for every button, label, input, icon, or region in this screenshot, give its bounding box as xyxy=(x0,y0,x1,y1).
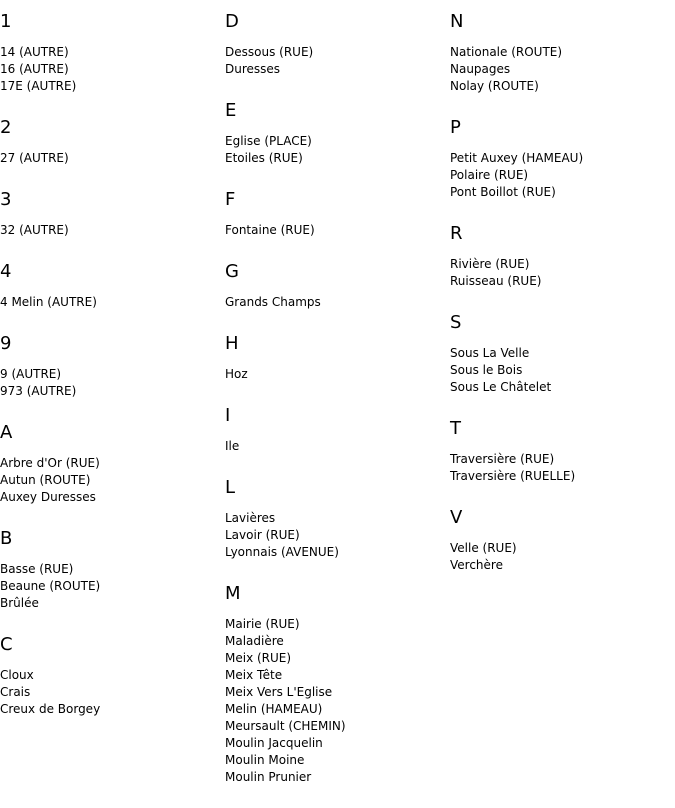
letter-group xyxy=(225,333,445,383)
letter-heading: R xyxy=(450,223,463,244)
letter-heading: 1 xyxy=(0,11,12,32)
index-column xyxy=(450,11,670,596)
street-list xyxy=(0,222,220,239)
letter-group xyxy=(0,11,220,95)
letter-heading: C xyxy=(0,634,13,655)
street-link[interactable]: Fontaine (RUE) xyxy=(225,223,315,237)
letter-group xyxy=(225,189,445,239)
street-link[interactable]: Duresses xyxy=(225,62,281,76)
street-link[interactable]: 9 (AUTRE) xyxy=(0,367,62,381)
letter-group xyxy=(450,117,670,201)
street-link[interactable]: Meix (RUE) xyxy=(225,651,292,665)
street-link[interactable]: Polaire (RUE) xyxy=(450,168,529,182)
letter-group xyxy=(0,189,220,239)
letter-group xyxy=(225,11,445,78)
letter-group xyxy=(0,117,220,167)
street-link[interactable]: 4 Melin (AUTRE) xyxy=(0,295,97,309)
letter-group xyxy=(450,11,670,95)
letter-heading: I xyxy=(225,405,231,426)
street-link[interactable]: Meix Tête xyxy=(225,668,283,682)
letter-heading: D xyxy=(225,11,239,32)
street-link[interactable]: Verchère xyxy=(450,558,503,572)
street-link[interactable]: Meix Vers L'Eglise xyxy=(225,685,333,699)
letter-heading: N xyxy=(450,11,464,32)
letter-heading: P xyxy=(450,117,461,138)
letter-group xyxy=(0,528,220,612)
index-column xyxy=(225,11,445,808)
street-link[interactable]: Cloux xyxy=(0,668,34,682)
street-list xyxy=(225,438,445,455)
letter-heading: 9 xyxy=(0,333,12,354)
street-link[interactable]: Naupages xyxy=(450,62,511,76)
letter-group xyxy=(225,405,445,455)
street-link[interactable]: Grands Champs xyxy=(225,295,321,309)
letter-group xyxy=(450,507,670,574)
street-link[interactable]: Lyonnais (AVENUE) xyxy=(225,545,339,559)
street-list xyxy=(450,345,670,396)
street-link[interactable]: Lavières xyxy=(225,511,276,525)
street-list xyxy=(0,667,220,718)
street-link[interactable]: Sous le Bois xyxy=(450,363,523,377)
street-link[interactable]: 14 (AUTRE) xyxy=(0,45,69,59)
street-link[interactable]: Traversière (RUE) xyxy=(450,452,555,466)
letter-heading: 3 xyxy=(0,189,12,210)
street-list xyxy=(225,133,445,167)
street-link[interactable]: Autun (ROUTE) xyxy=(0,473,91,487)
street-list xyxy=(450,150,670,201)
street-link[interactable]: Lavoir (RUE) xyxy=(225,528,300,542)
street-link[interactable]: 17E (AUTRE) xyxy=(0,79,77,93)
letter-heading: E xyxy=(225,100,237,121)
letter-heading: G xyxy=(225,261,239,282)
street-link[interactable]: Petit Auxey (HAMEAU) xyxy=(450,151,584,165)
street-link[interactable]: Ile xyxy=(225,439,240,453)
letter-group xyxy=(225,583,445,786)
letter-group xyxy=(225,261,445,311)
letter-group xyxy=(450,418,670,485)
street-link[interactable]: 32 (AUTRE) xyxy=(0,223,69,237)
letter-group xyxy=(0,333,220,400)
street-link[interactable]: Pont Boillot (RUE) xyxy=(450,185,556,199)
street-link[interactable]: Mairie (RUE) xyxy=(225,617,300,631)
street-link[interactable]: 973 (AUTRE) xyxy=(0,384,77,398)
street-list xyxy=(450,451,670,485)
letter-heading: T xyxy=(450,418,461,439)
street-list xyxy=(225,510,445,561)
letter-heading: A xyxy=(0,422,13,443)
letter-heading: L xyxy=(225,477,236,498)
street-link[interactable]: Auxey Duresses xyxy=(0,490,96,504)
street-link[interactable]: Traversière (RUELLE) xyxy=(450,469,576,483)
letter-group xyxy=(225,100,445,167)
street-link[interactable]: Maladière xyxy=(225,634,284,648)
street-link[interactable]: Brûlée xyxy=(0,596,39,610)
letter-heading: F xyxy=(225,189,236,210)
street-list xyxy=(0,366,220,400)
letter-group xyxy=(450,312,670,396)
street-link[interactable]: Melin (HAMEAU) xyxy=(225,702,323,716)
street-link[interactable]: Dessous (RUE) xyxy=(225,45,314,59)
street-list xyxy=(450,540,670,574)
letter-heading: H xyxy=(225,333,239,354)
street-list xyxy=(450,44,670,95)
street-list xyxy=(225,294,445,311)
letter-group xyxy=(0,422,220,506)
index-column xyxy=(0,11,220,740)
street-list xyxy=(225,44,445,78)
street-link[interactable]: Meursault (CHEMIN) xyxy=(225,719,346,733)
street-list xyxy=(225,366,445,383)
street-link[interactable]: 16 (AUTRE) xyxy=(0,62,69,76)
letter-group xyxy=(450,223,670,290)
street-list xyxy=(0,44,220,95)
street-link[interactable]: Moulin Moine xyxy=(225,753,305,767)
street-list xyxy=(0,455,220,506)
street-link[interactable]: Ruisseau (RUE) xyxy=(450,274,542,288)
street-link[interactable]: Beaune (ROUTE) xyxy=(0,579,101,593)
street-link[interactable]: Sous La Velle xyxy=(450,346,530,360)
letter-heading: V xyxy=(450,507,463,528)
letter-heading: M xyxy=(225,583,241,604)
street-link[interactable]: Arbre d'Or (RUE) xyxy=(0,456,100,470)
street-link[interactable]: Hoz xyxy=(225,367,248,381)
street-link[interactable]: Crais xyxy=(0,685,31,699)
street-link[interactable]: Moulin Jacquelin xyxy=(225,736,323,750)
street-link[interactable]: Etoiles (RUE) xyxy=(225,151,303,165)
street-link[interactable]: Moulin Prunier xyxy=(225,770,312,784)
street-link[interactable]: Creux de Borgey xyxy=(0,702,101,716)
street-link[interactable]: Rivière (RUE) xyxy=(450,257,530,271)
street-list xyxy=(225,222,445,239)
street-list xyxy=(450,256,670,290)
letter-heading: 4 xyxy=(0,261,12,282)
street-list xyxy=(225,616,445,786)
street-link[interactable]: Nationale (ROUTE) xyxy=(450,45,563,59)
letter-group xyxy=(225,477,445,561)
street-link[interactable]: 27 (AUTRE) xyxy=(0,151,69,165)
letter-heading: S xyxy=(450,312,462,333)
street-list xyxy=(0,294,220,311)
street-link[interactable]: Velle (RUE) xyxy=(450,541,517,555)
letter-group xyxy=(0,634,220,718)
street-link[interactable]: Basse (RUE) xyxy=(0,562,74,576)
letter-group xyxy=(0,261,220,311)
street-link[interactable]: Sous Le Châtelet xyxy=(450,380,552,394)
street-list xyxy=(0,150,220,167)
letter-heading: 2 xyxy=(0,117,12,138)
letter-heading: B xyxy=(0,528,13,549)
street-link[interactable]: Eglise (PLACE) xyxy=(225,134,312,148)
street-list xyxy=(0,561,220,612)
street-link[interactable]: Nolay (ROUTE) xyxy=(450,79,539,93)
